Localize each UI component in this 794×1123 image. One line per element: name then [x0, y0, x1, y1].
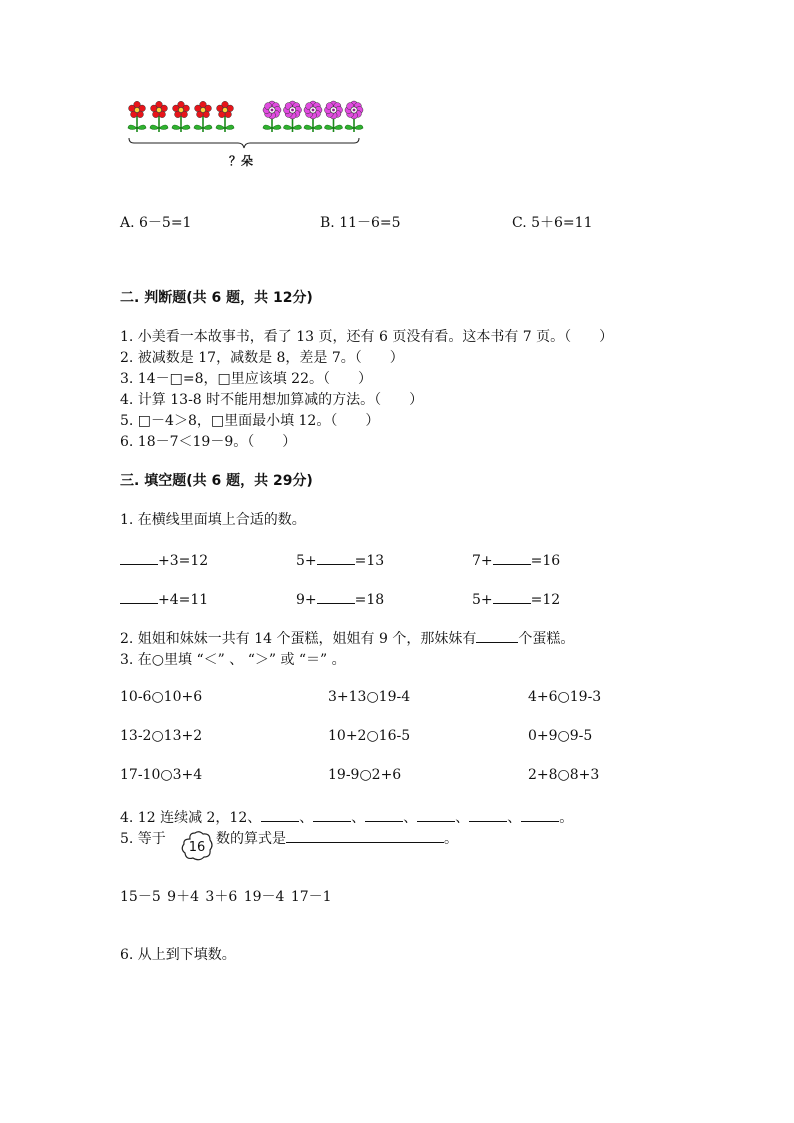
- flower-icon: [284, 101, 302, 132]
- brace-icon: [128, 136, 360, 150]
- flower-icon: [194, 101, 212, 132]
- answer-blank[interactable]: [365, 807, 403, 822]
- section3-title: 三. 填空题(共 6 题，共 29分): [120, 473, 313, 489]
- answer-blank[interactable]: [476, 628, 518, 643]
- fill-q1-row2-item1: +4=11: [120, 589, 208, 608]
- option-c: C. 5＋6=11: [512, 215, 593, 231]
- compare-r1c3: 4+6○19-3: [528, 689, 602, 705]
- answer-blank[interactable]: [313, 807, 351, 822]
- cloud-number-icon: [180, 830, 214, 862]
- answer-blank[interactable]: [521, 807, 559, 822]
- compare-r3c3: 2+8○8+3: [528, 767, 600, 783]
- judge-item-5: 5. □－4＞8，□里面最小填 12。（ ）: [120, 413, 380, 429]
- answer-blank[interactable]: [493, 550, 531, 565]
- answer-blank[interactable]: [120, 550, 158, 565]
- flower-icon: [150, 101, 168, 132]
- red-flowers-illustration: [126, 98, 238, 136]
- fill-q5-rest: 数的算式是 。: [216, 828, 458, 848]
- compare-r2c3: 0+9○9-5: [528, 728, 593, 744]
- fill-q1-row1-item1: +3=12: [120, 550, 208, 569]
- fill-q3-text: 3. 在○里填 “＜” 、 “＞” 或 “＝” 。: [120, 652, 346, 668]
- compare-r3c1: 17-10○3+4: [120, 767, 203, 783]
- fill-q2: 2. 姐姐和妹妹一共有 14 个蛋糕，姐姐有 9 个，那妹妹有 个蛋糕。: [120, 628, 574, 648]
- fill-q1-row1-item2: 5+ =13: [296, 550, 384, 569]
- fill-q4: 4. 12 连续减 2，12、 、 、 、 、 、 。: [120, 807, 573, 827]
- answer-blank[interactable]: [120, 589, 158, 604]
- compare-r1c2: 3+13○19-4: [328, 689, 411, 705]
- figure-caption: ？朵: [229, 154, 254, 168]
- judge-item-4: 4. 计算 13-8 时不能用想加算减的方法。（ ）: [120, 392, 424, 408]
- pink-flowers-illustration: [262, 98, 366, 136]
- flower-icon: [172, 101, 190, 132]
- compare-r2c2: 10+2○16-5: [328, 728, 411, 744]
- judge-item-1: 1. 小美看一本故事书，看了 13 页，还有 6 页没有看。这本书有 7 页。（ ）: [120, 329, 614, 345]
- compare-r2c1: 13-2○13+2: [120, 728, 203, 744]
- expression-list: 15－5 9＋4 3＋6 19－4 17－1: [120, 889, 332, 905]
- flower-icon: [304, 101, 322, 132]
- fill-q1-row2-item2: 9+ =18: [296, 589, 384, 608]
- fill-q6-text: 6. 从上到下填数。: [120, 947, 236, 963]
- flower-icon: [345, 101, 363, 132]
- option-b: B. 11－6=5: [320, 215, 401, 231]
- cloud-number: 16: [188, 840, 206, 855]
- fill-q5-pre: 5. 等于: [120, 831, 166, 847]
- compare-r1c1: 10-6○10+6: [120, 689, 203, 705]
- judge-item-6: 6. 18－7＜19－9。（ ）: [120, 434, 297, 450]
- fill-q1-row1-item3: 7+ =16: [472, 550, 560, 569]
- judge-item-3: 3. 14－□=8，□里应该填 22。（ ）: [120, 371, 372, 387]
- section2-title: 二. 判断题(共 6 题，共 12分): [120, 290, 313, 306]
- judge-item-2: 2. 被减数是 17，减数是 8，差是 7。（ ）: [120, 350, 404, 366]
- answer-blank[interactable]: [286, 828, 444, 843]
- answer-blank[interactable]: [317, 550, 355, 565]
- answer-blank[interactable]: [261, 807, 299, 822]
- fill-q1-text: 1. 在横线里面填上合适的数。: [120, 512, 306, 528]
- fill-q1-row2-item3: 5+ =12: [472, 589, 560, 608]
- option-a: A. 6－5=1: [120, 215, 192, 231]
- answer-blank[interactable]: [317, 589, 355, 604]
- flower-icon: [325, 101, 343, 132]
- answer-blank[interactable]: [469, 807, 507, 822]
- answer-blank[interactable]: [493, 589, 531, 604]
- flower-icon: [216, 101, 234, 132]
- compare-r3c2: 19-9○2+6: [328, 767, 402, 783]
- answer-blank[interactable]: [417, 807, 455, 822]
- flower-icon: [263, 101, 281, 132]
- flower-icon: [128, 101, 146, 132]
